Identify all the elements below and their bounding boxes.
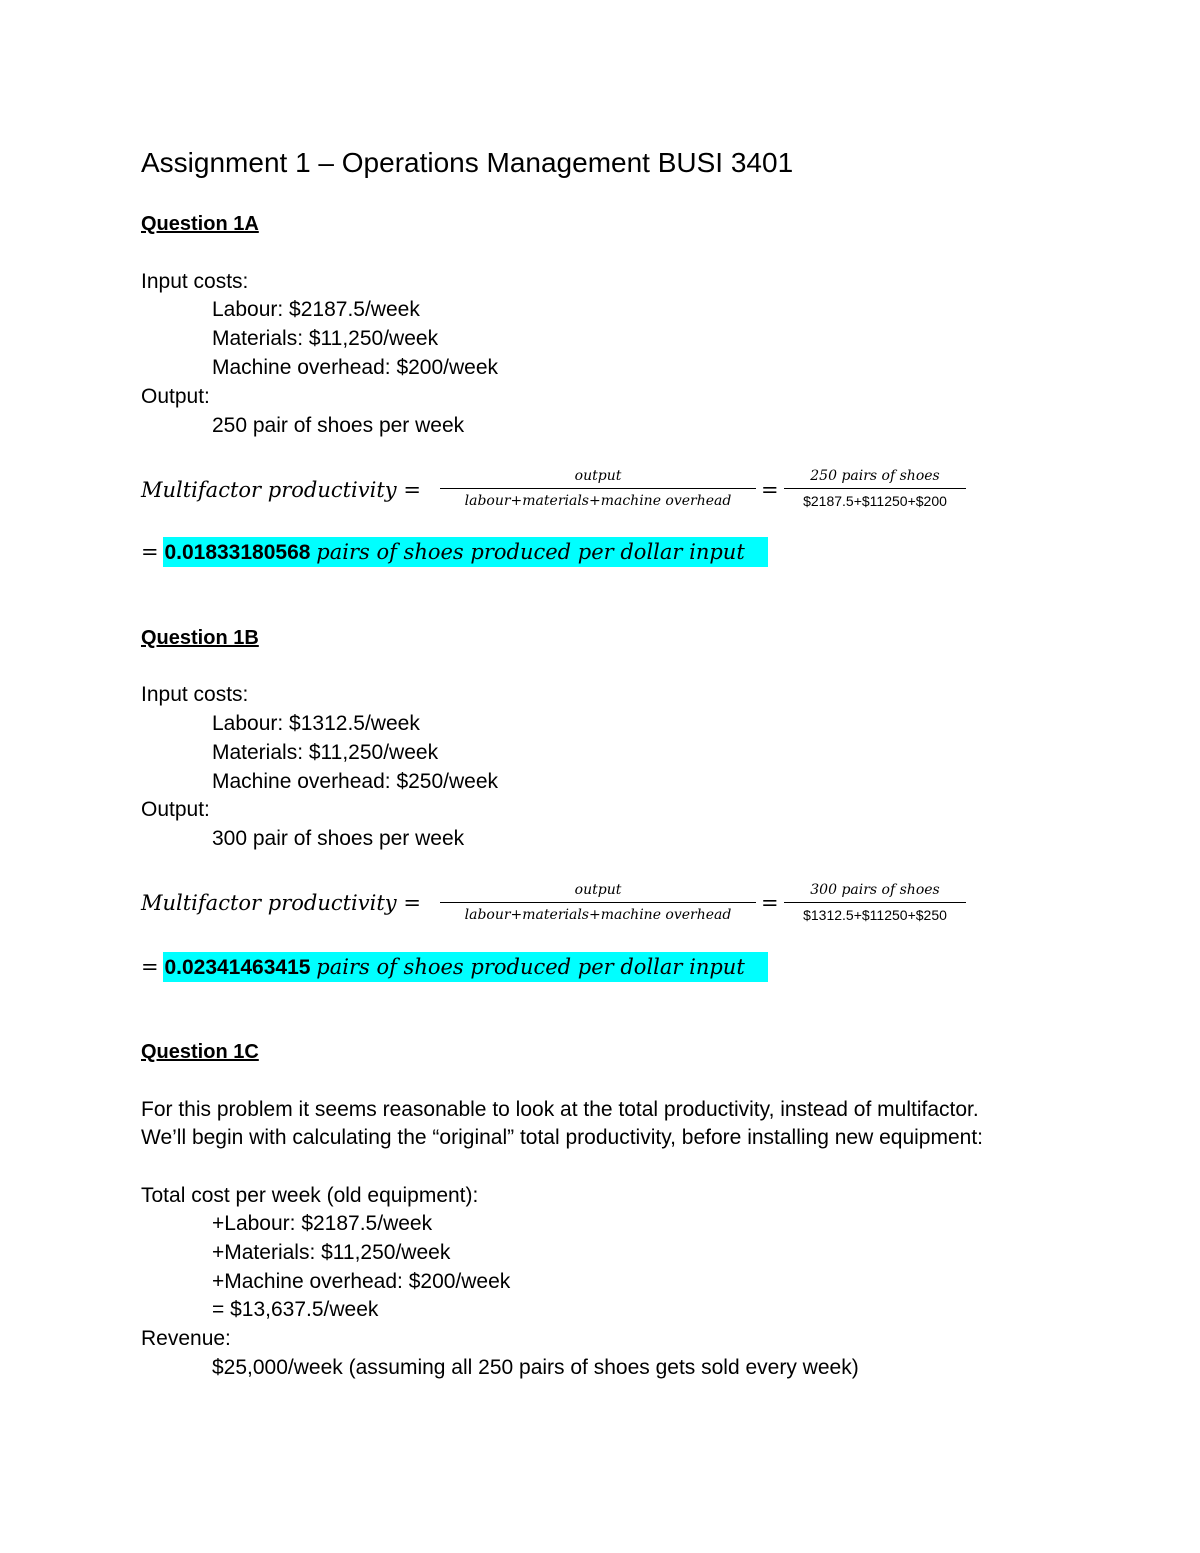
q1a-values-denominator: $2187.5+$11250+$200 [803,493,947,509]
q1b-result [141,952,745,983]
q1c-revenue-value: $25,000/week (assuming all 250 pairs of shoes gets sold every week) [212,1356,859,1379]
q1a-result [141,537,745,568]
q1b-values-denominator: $1312.5+$11250+$250 [803,907,947,923]
q1a-output-value: 250 pair of shoes per week [212,414,465,437]
q1a-fraction-values [784,467,966,510]
page-title: Assignment 1 – Operations Management BUSI 3401 [141,147,794,178]
q1b-machine-overhead: Machine overhead: $250/week [212,770,499,793]
q1a-labour: Labour: $2187.5/week [212,298,420,321]
q1c-materials: +Materials: $11,250/week [212,1241,451,1264]
fraction-bar [440,902,756,903]
q1c-machine-overhead: +Machine overhead: $200/week [212,1270,511,1293]
q1c-total-cost: = $13,637.5/week [212,1298,379,1321]
q1b-values-numerator: 300 pairs of shoes [810,882,940,898]
q1a-fraction-denominator: labour+materials+machine overhead [464,493,732,509]
q1a-machine-overhead: Machine overhead: $200/week [212,356,499,379]
q1c-total-cost-label: Total cost per week (old equipment): [141,1184,479,1207]
question-1b-heading: Question 1B [141,627,259,649]
q1c-paragraph-1: For this problem it seems reasonable to look at the total productivity, instead of multifactor. [141,1098,979,1121]
q1b-result-value: 0.02341463415 [164,956,311,979]
q1c-paragraph-2: We’ll begin with calculating the “original” total productivity, before installing new equipment: [141,1126,983,1149]
q1a-fraction-formula [440,467,756,510]
question-1a-heading: Question 1A [141,213,259,235]
fraction-bar [440,488,756,489]
q1b-labour: Labour: $1312.5/week [212,712,420,735]
q1b-input-costs-label: Input costs: [141,683,249,706]
q1b-equals-sign: = [761,891,779,915]
q1c-labour: +Labour: $2187.5/week [212,1212,433,1235]
q1a-values-numerator: 250 pairs of shoes [810,468,940,484]
q1a-result-equals: = [141,540,159,564]
q1a-input-costs-label: Input costs: [141,270,249,293]
q1b-materials: Materials: $11,250/week [212,741,439,764]
q1b-result-unit: pairs of shoes produced per dollar input [316,955,745,979]
q1b-output-value: 300 pair of shoes per week [212,827,465,850]
q1a-fraction-numerator: output [574,468,622,484]
q1a-equals-sign: = [761,478,779,502]
fraction-bar [784,488,966,489]
q1b-fraction-values [784,881,966,924]
q1a-equation-lhs: Multifactor productivity = [141,478,421,502]
q1b-output-label: Output: [141,798,210,821]
q1b-result-equals: = [141,955,159,979]
question-1c-heading: Question 1C [141,1041,259,1063]
q1c-revenue-label: Revenue: [141,1327,231,1350]
q1a-materials: Materials: $11,250/week [212,327,439,350]
q1a-result-unit: pairs of shoes produced per dollar input [316,540,745,564]
q1b-fraction-denominator: labour+materials+machine overhead [464,907,732,923]
q1b-fraction-formula [440,881,756,924]
q1b-equation-lhs: Multifactor productivity = [141,891,421,915]
q1a-result-value: 0.01833180568 [164,541,311,564]
q1a-output-label: Output: [141,385,210,408]
q1b-fraction-numerator: output [574,882,622,898]
fraction-bar [784,902,966,903]
